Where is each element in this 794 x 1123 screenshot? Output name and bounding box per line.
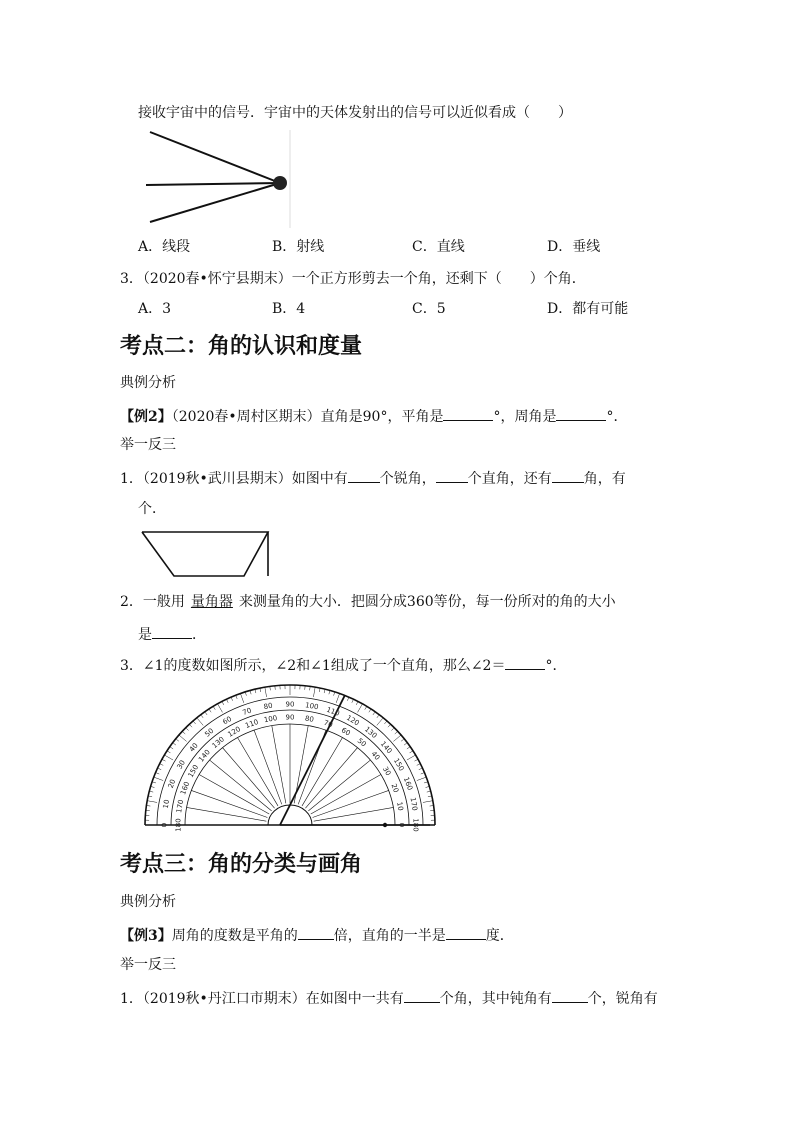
protractor-tick bbox=[391, 728, 394, 731]
protractor-outer-label: 180 bbox=[411, 818, 420, 832]
practice-1-blank-1[interactable] bbox=[348, 468, 380, 483]
protractor-tick bbox=[222, 701, 224, 705]
protractor-inner-label: 50 bbox=[355, 736, 368, 749]
protractor-inner-label: 60 bbox=[339, 726, 352, 738]
s3-practice-1-text-a: 1．（2019秋•丹江口市期末）在如图中一共有 bbox=[120, 991, 404, 1007]
protractor-outer-label: 90 bbox=[285, 700, 295, 709]
protractor-tick bbox=[147, 801, 157, 803]
practice-2-text-b: 来测量角的大小．把圆分成360等份，每一份所对的角的大小 bbox=[238, 594, 616, 610]
protractor-tick bbox=[393, 735, 401, 741]
protractor-tick bbox=[162, 759, 166, 761]
protractor-tick bbox=[356, 701, 358, 705]
protractor-inner-label: 90 bbox=[285, 713, 295, 722]
protractor-inner-label: 150 bbox=[186, 763, 201, 780]
example-2-blank-1[interactable] bbox=[443, 406, 493, 421]
protractor-outer-label: 140 bbox=[378, 739, 394, 756]
section-3-practice-1-line bbox=[120, 988, 658, 1008]
protractor-tick bbox=[176, 739, 179, 741]
protractor-tick bbox=[201, 715, 203, 718]
protractor-tick bbox=[186, 728, 189, 731]
protractor-tick bbox=[395, 731, 398, 734]
protractor-tick bbox=[369, 709, 371, 712]
practice-2-line-2 bbox=[138, 624, 206, 644]
protractor-inner-label: 70 bbox=[322, 718, 334, 730]
protractor-tick bbox=[193, 721, 196, 724]
protractor-inner-label: 130 bbox=[210, 735, 227, 751]
protractor-inner-label: 100 bbox=[263, 714, 278, 725]
protractor-tick bbox=[417, 777, 426, 780]
protractor-tick bbox=[265, 687, 267, 697]
practice-2-blank[interactable] bbox=[152, 624, 192, 639]
protractor-inner-label: 30 bbox=[380, 765, 393, 778]
s3-practice-1-blank-1[interactable] bbox=[404, 988, 440, 1003]
protractor-spoke bbox=[314, 807, 394, 821]
protractor-tick bbox=[407, 755, 416, 760]
protractor-tick bbox=[173, 743, 176, 745]
protractor-tick bbox=[182, 731, 185, 734]
protractor-inner-label: 20 bbox=[389, 782, 401, 794]
protractor-tick bbox=[213, 706, 215, 709]
protractor-inner-label: 170 bbox=[175, 799, 186, 814]
question-3-text: 3．（2020春•怀宁县期末）一个正方形剪去一个角，还剩下（ ）个角． bbox=[120, 271, 586, 287]
protractor-spoke bbox=[294, 726, 308, 804]
protractor-spoke bbox=[313, 790, 389, 817]
practice-1-blank-3[interactable] bbox=[552, 468, 584, 483]
protractor-tick bbox=[164, 755, 173, 760]
protractor-inner-label: 10 bbox=[395, 801, 405, 812]
example-3-blank-2[interactable] bbox=[446, 925, 486, 940]
section-2-example-label: 典例分析 bbox=[120, 375, 176, 391]
practice-3-line bbox=[120, 655, 566, 675]
example-3-text-c: 度． bbox=[485, 928, 514, 944]
protractor-tick bbox=[336, 693, 339, 702]
example-3-blank-1[interactable] bbox=[298, 925, 334, 940]
protractor-spoke bbox=[191, 790, 267, 817]
protractor-outer-label: 60 bbox=[221, 714, 234, 727]
protractor-tick bbox=[189, 724, 192, 727]
protractor-tick bbox=[197, 718, 203, 726]
protractor-tick bbox=[423, 801, 433, 803]
practice-1-text-b: 个锐角， bbox=[379, 471, 436, 487]
practice-2-line bbox=[120, 593, 616, 611]
practice-2-text-d: ． bbox=[192, 627, 206, 643]
protractor-tick bbox=[407, 747, 410, 749]
protractor-tick bbox=[170, 747, 173, 749]
protractor-tick bbox=[414, 759, 418, 761]
protractor-outer-label: 120 bbox=[344, 713, 361, 728]
protractor-tick bbox=[401, 739, 404, 741]
option-c[interactable]: C．直线 bbox=[412, 239, 465, 255]
protractor-tick bbox=[404, 743, 407, 745]
protractor-tick bbox=[373, 712, 375, 715]
option-d[interactable]: D．垂线 bbox=[547, 239, 601, 255]
example-2-text-c: °． bbox=[606, 409, 628, 425]
protractor-outer-label: 150 bbox=[391, 756, 406, 773]
protractor-spoke bbox=[187, 807, 267, 821]
practice-3-blank[interactable] bbox=[505, 655, 545, 670]
section-3-practice-label: 举一反三 bbox=[120, 957, 176, 973]
protractor-spoke bbox=[254, 730, 282, 804]
protractor-inner-label: 160 bbox=[179, 780, 192, 796]
practice-3-text-a: 3．∠1的度数如图所示，∠2和∠1组成了一个直角，那么∠2＝ bbox=[120, 658, 506, 674]
protractor-tick bbox=[377, 718, 383, 726]
protractor-inner-label: 110 bbox=[244, 717, 260, 731]
protractor-outer-label: 0 bbox=[160, 822, 169, 828]
protractor-figure bbox=[140, 685, 440, 840]
protractor-outer-label: 170 bbox=[408, 796, 419, 812]
example-2-tag: 【例2】 bbox=[120, 409, 172, 425]
protractor-tick bbox=[240, 693, 243, 702]
protractor-tick bbox=[352, 699, 354, 703]
practice-1-text-d: 角，有 bbox=[583, 471, 626, 487]
practice-2-text-a: 2．一般用 bbox=[120, 594, 185, 610]
protractor-tick bbox=[410, 751, 413, 753]
protractor-inner-label: 180 bbox=[174, 818, 183, 832]
protractor-tick bbox=[313, 687, 315, 697]
practice-1-line bbox=[120, 468, 626, 488]
protractor-tick bbox=[417, 764, 421, 766]
example-3-line bbox=[120, 925, 514, 945]
protractor-outer-label: 10 bbox=[161, 798, 172, 810]
practice-1-text-e: 个． bbox=[138, 501, 166, 517]
protractor-tick bbox=[388, 724, 391, 727]
section-3-example-label: 典例分析 bbox=[120, 894, 176, 910]
protractor-outer-label: 110 bbox=[325, 705, 341, 718]
protractor-outer-label: 50 bbox=[203, 726, 216, 739]
protractor-outer-label: 100 bbox=[304, 701, 320, 712]
protractor-tick bbox=[179, 735, 187, 741]
protractor-tick bbox=[205, 712, 207, 715]
protractor-outer-label: 40 bbox=[187, 741, 200, 754]
protractor-outer-label: 70 bbox=[241, 706, 253, 718]
protractor-tick bbox=[421, 773, 425, 774]
s3-practice-1-text-c: 个，锐角有 bbox=[587, 991, 658, 1007]
option-b[interactable]: B．射线 bbox=[272, 239, 325, 255]
section-3-title: 考点三：角的分类与画角 bbox=[120, 852, 363, 877]
protractor-outer-label: 160 bbox=[401, 776, 414, 792]
protractor-inner-label: 80 bbox=[304, 714, 315, 724]
practice-2-text-c: 是 bbox=[138, 627, 152, 643]
protractor-outer-label: 130 bbox=[362, 725, 379, 741]
protractor-tick bbox=[384, 721, 387, 724]
protractor-tick bbox=[158, 768, 162, 770]
q3-option-d[interactable]: D．都有可能 bbox=[547, 301, 629, 317]
q3-option-c[interactable]: C．5 bbox=[412, 301, 446, 317]
example-2-blank-2[interactable] bbox=[556, 406, 606, 421]
protractor-tick bbox=[218, 704, 223, 713]
option-a[interactable]: A．线段 bbox=[138, 239, 191, 255]
q3-option-b[interactable]: B．4 bbox=[272, 301, 306, 317]
protractor-outer-label: 80 bbox=[263, 701, 274, 712]
protractor-tick bbox=[209, 709, 211, 712]
protractor-tick bbox=[347, 697, 349, 701]
practice-1-text-a: 1．（2019秋•武川县期末）如图中有 bbox=[120, 471, 348, 487]
signal-rays-figure bbox=[140, 130, 300, 230]
protractor-tick bbox=[365, 706, 367, 709]
practice-1-text-c: 个直角，还有 bbox=[467, 471, 552, 487]
example-3-text-b: 倍，直角的一半是 bbox=[333, 928, 446, 944]
q3-option-a[interactable]: A．3 bbox=[138, 301, 172, 317]
protractor-tick bbox=[419, 768, 423, 770]
protractor-tick bbox=[231, 697, 233, 701]
example-3-text-a: 周角的度数是平角的 bbox=[171, 928, 298, 944]
s3-practice-1-blank-2[interactable] bbox=[552, 988, 588, 1003]
protractor-inner-label: 140 bbox=[197, 748, 212, 764]
protractor-tick bbox=[156, 773, 160, 774]
protractor-tick bbox=[226, 699, 228, 703]
protractor-tick bbox=[154, 777, 163, 780]
example-3-tag: 【例3】 bbox=[120, 928, 172, 944]
practice-2-fill: 量角器 bbox=[190, 594, 233, 610]
protractor-inner-label: 120 bbox=[226, 725, 243, 739]
protractor-outer-label: 30 bbox=[175, 758, 188, 771]
section-2-practice-label: 举一反三 bbox=[120, 437, 176, 453]
protractor-spoke bbox=[272, 726, 286, 804]
example-2-text-b: °，周角是 bbox=[493, 409, 557, 425]
example-2-text-a: （2020春•周村区期末）直角是90°，平角是 bbox=[171, 409, 444, 425]
protractor-outer-label: 20 bbox=[166, 778, 178, 790]
practice-3-text-b: °． bbox=[545, 658, 567, 674]
example-2-line bbox=[120, 406, 627, 426]
protractor-inner-label: 0 bbox=[397, 822, 406, 828]
protractor-tick bbox=[160, 764, 164, 766]
trapezoid-figure bbox=[140, 530, 275, 580]
practice-1-blank-2[interactable] bbox=[436, 468, 468, 483]
question-signal-text: 接收宇宙中的信号．宇宙中的天体发射出的信号可以近似看成（ ） bbox=[138, 105, 572, 121]
protractor-inner-label: 40 bbox=[369, 749, 382, 762]
s3-practice-1-text-b: 个角，其中钝角有 bbox=[439, 991, 552, 1007]
protractor-spoke bbox=[298, 730, 326, 804]
section-2-title: 考点二：角的认识和度量 bbox=[120, 334, 363, 359]
protractor-tick bbox=[167, 751, 170, 753]
protractor-tick bbox=[377, 715, 379, 718]
protractor-tick bbox=[358, 704, 363, 713]
